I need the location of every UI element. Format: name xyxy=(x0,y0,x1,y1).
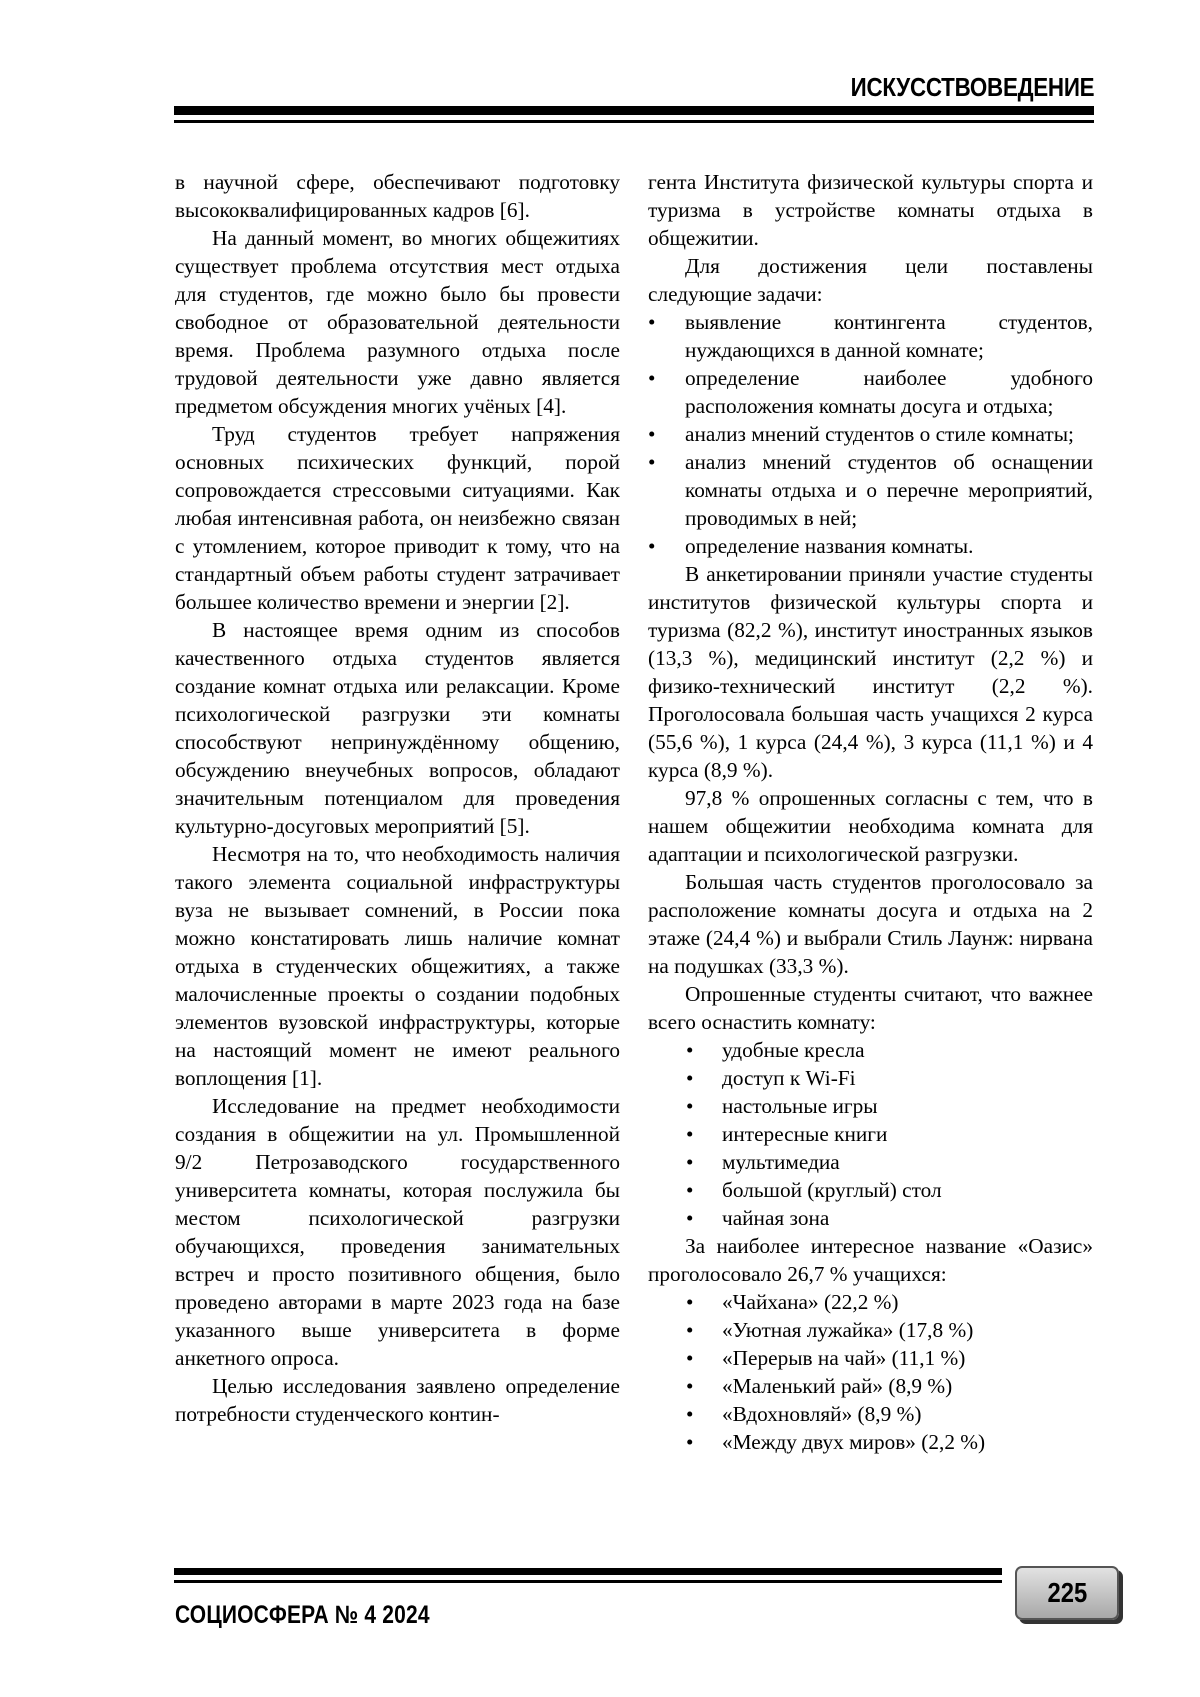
paragraph: гента Института физической культуры спорта и туризма в устройстве комнаты отдыха в общежитии. xyxy=(648,170,1093,250)
header-rule-thick xyxy=(174,106,1094,115)
list-item: • настольные игры xyxy=(648,1092,1093,1120)
equipment-list xyxy=(648,1036,1093,1232)
list-item: • «Вдохновляй» (8,9 %) xyxy=(648,1400,1093,1428)
section-title: ИСКУССТВОВЕДЕНИЕ xyxy=(850,72,1094,102)
paragraph: На данный момент, во многих общежитиях существует проблема отсутствия мест отдыха для студентов, где можно было бы провести свободное от образовательной деятельности время. Проблема разумного отдыха после трудовой деятельности уже давно является предметом обсуждения многих учёных [4]. xyxy=(175,226,620,418)
paragraph: Большая часть студентов проголосовало за расположение комнаты досуга и отдыха на 2 этаже (24,4 %) и выбрали Стиль Лаунж: нирвана на подушках (33,3 %). xyxy=(648,870,1093,978)
list-item: • доступ к Wi-Fi xyxy=(648,1064,1093,1092)
list-item: • «Уютная лужайка» (17,8 %) xyxy=(648,1316,1093,1344)
list-item: • выявление контингента студентов, нуждающихся в данной комнате; xyxy=(648,308,1093,364)
right-column xyxy=(648,168,1093,1456)
list-item: • большой (круглый) стол xyxy=(648,1176,1093,1204)
list-item: • «Перерыв на чай» (11,1 %) xyxy=(648,1344,1093,1372)
paragraph: За наиболее интересное название «Оазис» проголосовало 26,7 % учащихся: xyxy=(648,1234,1093,1286)
paragraph: В анкетировании приняли участие студенты институтов физической культуры спорта и туризма (82,2 %), институт иностранных языков (13,3 %), медицинский институт (2,2 %) и физико-технический институт (2,2 %). Проголосовала большая часть учащихся 2 курса (55,6 %), 1 курса (24,4 %), 3 курса (11,1 %) и 4 курса (8,9 %). xyxy=(648,562,1093,782)
page-number: 225 xyxy=(1047,1577,1087,1608)
list-item: • определение названия комнаты. xyxy=(648,532,1093,560)
page-number-badge xyxy=(1015,1566,1119,1620)
paragraph: В настоящее время одним из способов качественного отдыха студентов является создание комнат отдыха или релаксации. Кроме психологической разгрузки эти комнаты способствуют непринуждённому общению, обсуждению внеучебных вопросов, обладают значительным потенциалом для проведения культурно-досуговых мероприятий [5]. xyxy=(175,618,620,838)
list-item: • определение наиболее удобного расположения комнаты досуга и отдыха; xyxy=(648,364,1093,420)
header-rule-thin xyxy=(174,120,1094,123)
journal-name: СОЦИОСФЕРА № 4 2024 xyxy=(175,1601,430,1629)
list-item: • чайная зона xyxy=(648,1204,1093,1232)
list-item: • анализ мнений студентов о стиле комнаты; xyxy=(648,420,1093,448)
list-item: • анализ мнений студентов об оснащении комнаты отдыха и о перечне мероприятий, проводимых в ней; xyxy=(648,448,1093,532)
paragraph: Целью исследования заявлено определение потребности студенческого контин- xyxy=(175,1374,620,1426)
paragraph: Исследование на предмет необходимости создания в общежитии на ул. Промышленной 9/2 Петрозаводского государственного университета комнаты, которая послужила бы местом психологической разгрузки обучающихся, проведения занимательных встреч и просто позитивного общения, было проведено авторами в марте 2023 года на базе указанного выше университета в форме анкетного опроса. xyxy=(175,1094,620,1370)
list-item: • «Между двух миров» (2,2 %) xyxy=(648,1428,1093,1456)
names-list xyxy=(648,1288,1093,1456)
list-item: • интересные книги xyxy=(648,1120,1093,1148)
paragraph: 97,8 % опрошенных согласны с тем, что в нашем общежитии необходима комната для адаптации и психологической разгрузки. xyxy=(648,786,1093,866)
list-item: • «Маленький рай» (8,9 %) xyxy=(648,1372,1093,1400)
footer-rule-thin xyxy=(174,1580,1002,1583)
left-column xyxy=(175,168,620,1428)
list-item: • «Чайхана» (22,2 %) xyxy=(648,1288,1093,1316)
footer-rule-thick xyxy=(174,1568,1002,1575)
tasks-list xyxy=(648,308,1093,560)
list-item: • удобные кресла xyxy=(648,1036,1093,1064)
paragraph: Труд студентов требует напряжения основных психических функций, порой сопровождается стрессовыми ситуациями. Как любая интенсивная работа, он неизбежно связан с утомлением, которое приводит к тому, что на стандартный объем работы студент затрачивает большее количество времени и энергии [2]. xyxy=(175,422,620,614)
paragraph: Опрошенные студенты считают, что важнее всего оснастить комнату: xyxy=(648,982,1093,1034)
paragraph: в научной сфере, обеспечивают подготовку высококвалифицированных кадров [6]. xyxy=(175,170,620,222)
paragraph: Для достижения цели поставлены следующие задачи: xyxy=(648,254,1093,306)
paragraph: Несмотря на то, что необходимость наличия такого элемента социальной инфраструктуры вуза не вызывает сомнений, в России пока можно констатировать лишь наличие комнат отдыха в студенческих общежитиях, а также малочисленные проекты о создании подобных элементов вузовской инфраструктуры, которые на настоящий момент не имеют реального воплощения [1]. xyxy=(175,842,620,1090)
list-item: • мультимедиа xyxy=(648,1148,1093,1176)
